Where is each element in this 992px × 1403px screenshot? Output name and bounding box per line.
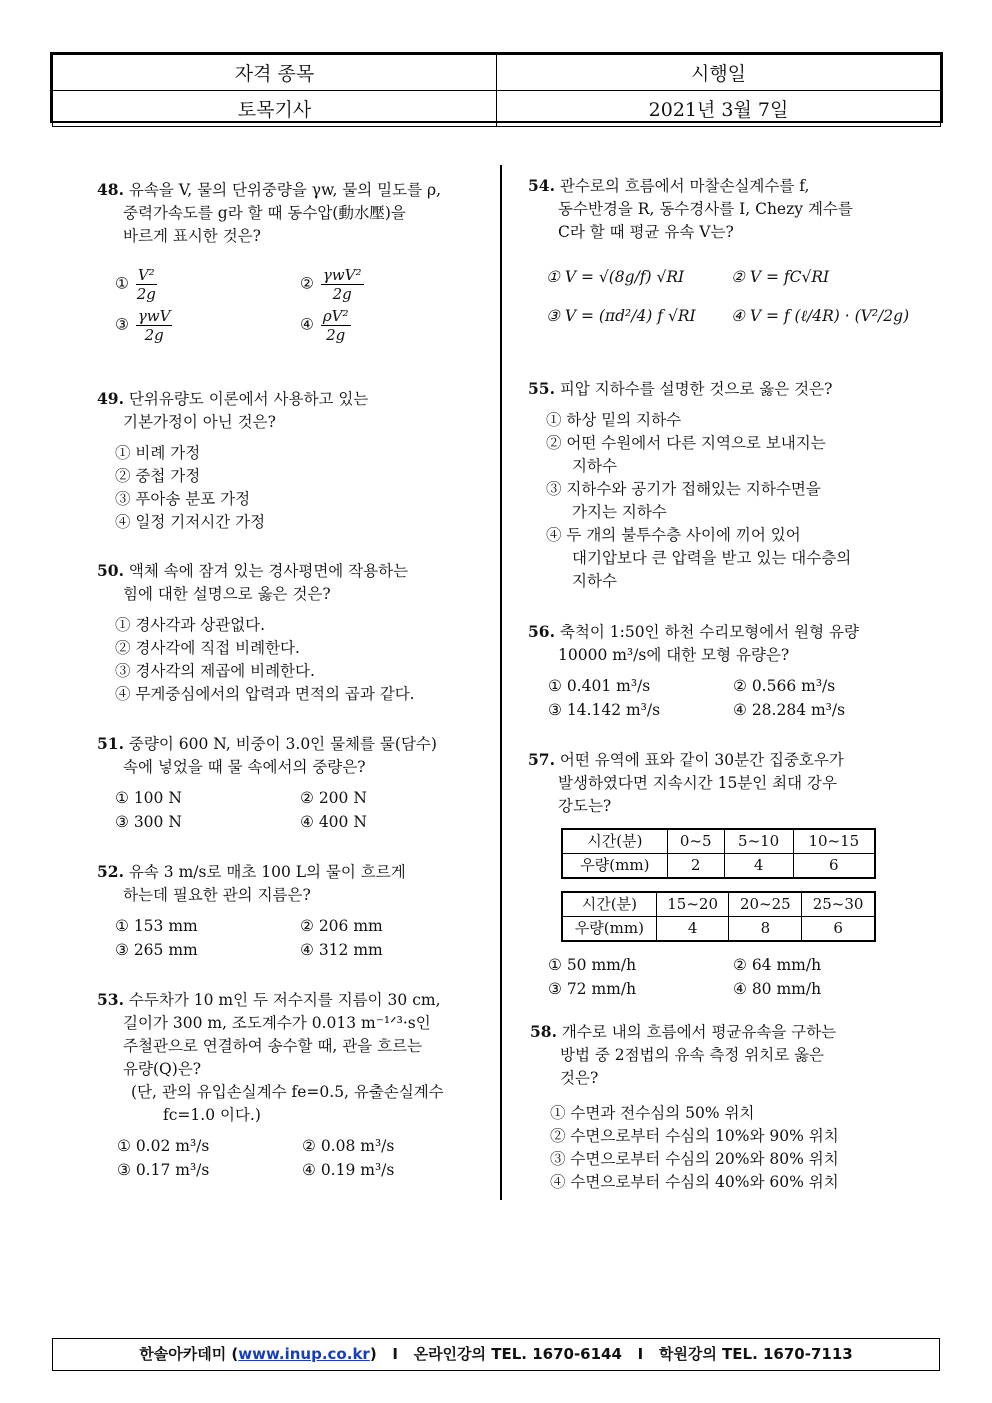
q50-line2: 힘에 대한 설명으로 옳은 것은? [123, 585, 331, 603]
footer [52, 1338, 940, 1371]
q53-option-2[interactable]: ② 0.08 m³/s [302, 1137, 395, 1155]
q55-option-2-line1: ② 어떤 수원에서 다른 지역으로 보내지는 [546, 434, 826, 452]
table2-cell-3: 6 [802, 917, 875, 942]
q48-options [115, 266, 485, 344]
question-58 [530, 1020, 910, 1194]
q54-option-3[interactable]: ③ V = (πd²/4) f √RI [546, 307, 696, 325]
header-col1-value: 토목기사 [53, 91, 497, 127]
q48-line1: 유속을 V, 물의 단위중량을 γw, 물의 밀도를 ρ, [128, 181, 442, 199]
q58-line3: 것은? [560, 1069, 599, 1087]
rainfall-table-1 [561, 828, 876, 879]
q53-number: 53. [97, 990, 124, 1009]
q51-line2: 속에 넣었을 때 물 속에서의 중량은? [123, 758, 366, 776]
q57-option-4[interactable]: ④ 80 mm/h [733, 980, 822, 998]
q51-number: 51. [97, 734, 124, 753]
table1-header-1: 0~5 [667, 829, 724, 854]
q48-option-3[interactable]: ③ $\frac{\text{γwV}}{2g}$ [115, 307, 171, 344]
footer-academy: 한솔아카데미 ( [139, 1345, 239, 1363]
q55-option-2[interactable] [546, 432, 908, 478]
q51-option-1[interactable]: ① 100 N [115, 789, 182, 807]
q54-option-1[interactable]: ① V = √(8g/f) √RI [546, 268, 685, 286]
header-col1-label: 자격 종목 [53, 55, 497, 91]
q56-option-2[interactable]: ② 0.566 m³/s [733, 677, 836, 695]
q57-option-1[interactable]: ① 50 mm/h [548, 956, 637, 974]
q58-line1: 개수로 내의 흐름에서 평균유속을 구하는 [561, 1023, 837, 1041]
q54-number: 54. [528, 176, 555, 195]
q50-option-2[interactable]: ② 경사각에 직접 비례한다. [115, 639, 300, 657]
q49-option-4[interactable]: ④ 일정 기저시간 가정 [115, 513, 266, 531]
table1-header-2: 5~10 [724, 829, 793, 854]
q51-option-3[interactable]: ③ 300 N [115, 813, 182, 831]
q58-option-1[interactable]: ① 수면과 전수심의 50% 위치 [550, 1104, 755, 1122]
q56-option-4[interactable]: ④ 28.284 m³/s [733, 701, 846, 719]
q53-line4: 유량(Q)은? [123, 1060, 202, 1078]
q53-line2: 길이가 300 m, 조도계수가 0.013 m⁻¹ᐟ³·s인 [123, 1014, 431, 1032]
q57-number: 57. [528, 750, 555, 769]
table2-header-1: 15~20 [656, 892, 729, 917]
q56-option-3[interactable]: ③ 14.142 m³/s [548, 701, 661, 719]
q51-option-4[interactable]: ④ 400 N [300, 813, 367, 831]
q54-option-4[interactable]: ④ V = f (ℓ/4R) · (V²/2g) [731, 307, 910, 325]
column-divider [500, 165, 502, 1200]
table1-cell-2: 4 [724, 854, 793, 879]
q51-option-2[interactable]: ② 200 N [300, 789, 367, 807]
table1-header-0: 시간(분) [562, 829, 667, 854]
question-55 [528, 377, 908, 593]
q57-line2: 발생하였다면 지속시간 15분인 최대 강우 [558, 774, 838, 792]
table1-cell-3: 6 [793, 854, 875, 879]
question-56 [528, 620, 908, 722]
q54-line2: 동수반경을 R, 동수경사를 I, Chezy 계수를 [558, 200, 853, 218]
question-54 [528, 174, 908, 328]
q48-option-1[interactable]: ① $\frac{\text{V²}}{2g}$ [115, 266, 156, 303]
header-table [50, 52, 943, 123]
q50-line1: 액체 속에 잠겨 있는 경사평면에 작용하는 [128, 562, 409, 580]
question-49 [97, 387, 482, 534]
q57-option-2[interactable]: ② 64 mm/h [733, 956, 822, 974]
q52-number: 52. [97, 862, 124, 881]
table1-header-3: 10~15 [793, 829, 875, 854]
q51-line1: 중량이 600 N, 비중이 3.0인 물체를 물(담수) [128, 735, 437, 753]
question-53 [97, 988, 482, 1182]
q52-line1: 유속 3 m/s로 매초 100 L의 물이 흐르게 [128, 863, 406, 881]
q55-option-1[interactable]: ① 하상 밑의 지하수 [546, 411, 682, 429]
q58-option-4[interactable]: ④ 수면으로부터 수심의 40%와 60% 위치 [550, 1173, 839, 1191]
table2-header-2: 20~25 [729, 892, 802, 917]
header-col2-label: 시행일 [497, 55, 941, 91]
q55-line1: 피압 지하수를 설명한 것으로 옳은 것은? [559, 380, 833, 398]
q52-option-1[interactable]: ① 153 mm [115, 917, 198, 935]
q56-option-1[interactable]: ① 0.401 m³/s [548, 677, 651, 695]
q57-option-3[interactable]: ③ 72 mm/h [548, 980, 637, 998]
q53-option-4[interactable]: ④ 0.19 m³/s [302, 1161, 395, 1179]
q55-option-3-line2: 가지는 지하수 [572, 503, 667, 521]
q48-number: 48. [97, 180, 124, 199]
q53-option-1[interactable]: ① 0.02 m³/s [117, 1137, 210, 1155]
table2-header-0: 시간(분) [562, 892, 656, 917]
q53-line3: 주철관으로 연결하여 송수할 때, 관을 흐르는 [123, 1037, 423, 1055]
q56-line1: 축척이 1:50인 하천 수리모형에서 원형 유량 [559, 623, 859, 641]
q53-note1: (단, 관의 유입손실계수 fe=0.5, 유출손실계수 [131, 1083, 444, 1101]
q56-number: 56. [528, 622, 555, 641]
q53-line1: 수두차가 10 m인 두 저수지를 지름이 30 cm, [128, 991, 441, 1009]
q54-option-2[interactable]: ② V = fC√RI [731, 268, 830, 286]
q50-option-3[interactable]: ③ 경사각의 제곱에 비례한다. [115, 662, 315, 680]
q52-line2: 하는데 필요한 관의 지름은? [123, 886, 311, 904]
question-48 [97, 178, 482, 248]
q55-number: 55. [528, 379, 555, 398]
q53-note2: fc=1.0 이다.) [163, 1106, 261, 1124]
q58-option-3[interactable]: ③ 수면으로부터 수심의 20%와 80% 위치 [550, 1150, 839, 1168]
q55-option-2-line2: 지하수 [572, 457, 617, 475]
q55-option-4-line2: 대기압보다 큰 압력을 받고 있는 대수층의 [572, 549, 852, 567]
table1-cell-1: 2 [667, 854, 724, 879]
q49-option-2[interactable]: ② 중첩 가정 [115, 467, 201, 485]
q52-option-2[interactable]: ② 206 mm [300, 917, 383, 935]
q48-line2: 중력가속도를 g라 할 때 동수압(動水壓)을 [123, 204, 406, 222]
footer-url-link[interactable]: www.inup.co.kr [238, 1345, 370, 1363]
q58-line2: 방법 중 2점법의 유속 측정 위치로 옳은 [560, 1046, 825, 1064]
q49-line1: 단위유량도 이론에서 사용하고 있는 [128, 390, 369, 408]
q49-number: 49. [97, 389, 124, 408]
q52-option-3[interactable]: ③ 265 mm [115, 941, 198, 959]
question-51 [97, 732, 482, 834]
q53-option-3[interactable]: ③ 0.17 m³/s [117, 1161, 210, 1179]
header-col2-value: 2021년 3월 7일 [497, 91, 941, 127]
footer-contact: ) I 온라인강의 TEL. 1670-6144 I 학원강의 TEL. 1670-7113 [369, 1345, 853, 1363]
q54-line3: C라 할 때 평균 유속 V는? [558, 223, 734, 241]
q57-line1: 어떤 유역에 표와 같이 30분간 집중호우가 [559, 751, 844, 769]
q50-number: 50. [97, 561, 124, 580]
table2-cell-0: 우량(mm) [562, 917, 656, 942]
q55-option-4-line1: ④ 두 개의 불투수층 사이에 끼어 있어 [546, 526, 801, 544]
q54-line1: 관수로의 흐름에서 마찰손실계수를 f, [559, 177, 810, 195]
q48-line3: 바르게 표시한 것은? [123, 227, 261, 245]
question-57 [528, 748, 908, 1001]
q55-option-3-line1: ③ 지하수와 공기가 접해있는 지하수면을 [546, 480, 821, 498]
q55-option-4[interactable] [546, 524, 908, 593]
q49-option-1[interactable]: ① 비례 가정 [115, 444, 201, 462]
q55-option-3[interactable] [546, 478, 908, 524]
q57-line3: 강도는? [558, 797, 612, 815]
q48-option-4[interactable]: ④ $\frac{\text{ρV²}}{2g}$ [300, 307, 349, 344]
rainfall-table-2 [561, 891, 876, 942]
q58-number: 58. [530, 1022, 557, 1041]
q50-option-4[interactable]: ④ 무게중심에서의 압력과 면적의 곱과 같다. [115, 685, 415, 703]
table2-cell-1: 4 [656, 917, 729, 942]
q55-option-4-line3: 지하수 [572, 572, 617, 590]
table1-cell-0: 우량(mm) [562, 854, 667, 879]
q48-option-2[interactable]: ② $\frac{\text{γwV²}}{2g}$ [300, 266, 362, 303]
q58-option-2[interactable]: ② 수면으로부터 수심의 10%와 90% 위치 [550, 1127, 839, 1145]
q49-line2: 기본가정이 아닌 것은? [123, 413, 276, 431]
q50-option-1[interactable]: ① 경사각과 상관없다. [115, 616, 266, 634]
q52-option-4[interactable]: ④ 312 mm [300, 941, 383, 959]
q49-option-3[interactable]: ③ 푸아송 분포 가정 [115, 490, 251, 508]
table2-header-3: 25~30 [802, 892, 875, 917]
q56-line2: 10000 m³/s에 대한 모형 유량은? [558, 646, 790, 664]
table2-cell-2: 8 [729, 917, 802, 942]
question-52 [97, 860, 482, 962]
question-50 [97, 559, 482, 706]
